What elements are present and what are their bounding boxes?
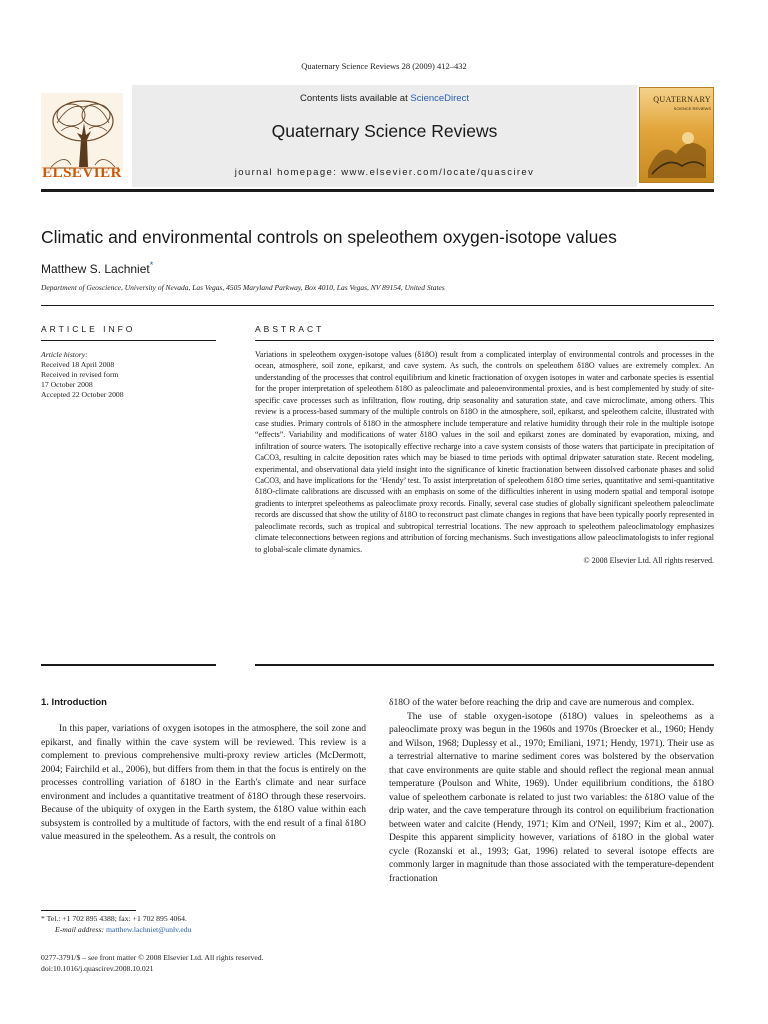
author-affiliation: Department of Geoscience, University of Nevada, Las Vegas, 4505 Maryland Parkway, Box 4010, Las Vegas, NV 89154, United States [41,283,445,292]
intro-left-column: In this paper, variations of oxygen isotopes in the atmosphere, the soil zone and epikarst, and finally within the cave system will be reviewed. This review is a complement to previous comprehensive multi-proxy review articles (McDermott, 2004; Fairchild et al., 2006), but differs from them in that the focus is entirely on the processes controlling variation of δ18O in the Earth's climate and near surface environment and includes a quantitative treatment of δ18O through these reservoirs. Because of the ubiquity of oxygen in the Earth system, the δ18O value within each subsystem is controlled by a multitude of factors, with the end result of a final δ18O value measured in the speleothem. As a result, the controls on [41,724,366,842]
issn-doi [41,952,401,974]
cover-subtitle: SCIENCE REVIEWS [673,106,711,111]
intro-right-paragraph-2: The use of stable oxygen-isotope (δ18O) values in speleothems as a paleoclimate proxy was begun in the 1960s and 1970s (Broecker et al., 1960; Hendy and Wilson, 1968; Duplessy et al., 1970; Emiliani, 1971; Hendy, 1971). Their use as a terrestrial alternative to marine sediment cores was bolstered by the observation that cave environments are quite stable and should reflect the regional mean annual temperature (Poulson and White, 1969). Under equilibrium conditions, the δ18O value of speleothem carbonate is related to just two variables: the δ18O value of the drip water, and the cave temperature through its control on equilibrium fractionation between water and calcite (Hendy, 1971; Kim and O'Neil, 1997; Kim et al., 2007). Despite this apparent simplicity however, variations of δ18O in the global water cycle (Rozanski et al., 1993; Gat, 1996) related to several isotope effects are commonly larger in magnitude than those associated with the temperature-dependent fractionation [389,711,714,884]
journal-homepage[interactable]: journal homepage: www.elsevier.com/locate/quascirev [234,167,535,178]
article-info-rule [41,340,216,341]
journal-banner [132,85,637,187]
intro-right-paragraph-1: δ18O of the water before reaching the drip and cave are numerous and complex. [389,698,695,708]
doi-line[interactable]: doi:10.1016/j.quascirev.2008.10.021 [41,964,154,973]
footnote-contact: * Tel.: +1 702 895 4388; fax: +1 702 895 4064. [41,914,187,923]
footnote-rule [41,910,136,911]
author-text: Matthew S. Lachniet [41,262,150,276]
footnote-email-line [41,925,366,936]
history-label: Article history: [41,350,88,359]
history-item: Received 18 April 2008 [41,360,115,369]
contents-prefix: Contents lists available at [300,93,411,104]
header-rule [41,189,714,192]
history-item: Received in revised form [41,370,119,379]
contents-line [132,93,637,104]
abstract-text: Variations in speleothem oxygen-isotope values (δ18O) result from a complicated interplay of environmental controls and processes in the ocean, atmosphere, soil zone, epikarst, and cave system. As such, the controls on speleothem δ18O values are extremely complex. An understanding of the processes that control equilibrium and kinetic fractionation of oxygen isotopes in water and carbonate species is essential for the proper interpretation of speleothem δ18O as paleoclimate and paleoenvironmental proxies, and is best complemented by study of site-specific cave processes such as infiltration, flow routing, drip seasonality and saturation state, and cave microclimate, among others. This review is a process-based summary of the multiple controls on δ18O in the atmosphere, soil, epikarst, and speleothem calcite, illustrated with case studies. Primary controls of δ18O in the atmosphere include temperature and relative humidity through their role in the multiple isotope “effects”. Variability and modifications of water δ18O values in the soil and epikarst zones are dominated by evaporation, mixing, and infiltration of source waters. The isotopically effective recharge into a cave system consists of those waters that participate in precipitation of CaCO3, resulting in calcite deposition rates which may be biased to time periods with optimal dripwater saturation state. Recent modeling, experimental, and observational data yield insight into the significance of kinetic fractionation between dissolved carbonate phases and solid CaCO3, and have implications for the ‘Hendy’ test. To assist interpretation of speleothem δ18O time series, quantitative and semi-quantitative δ18O-climate calibrations are discussed with an emphasis on some of the difficulties inherent in using modern spatial and temporal isotope gradients to interpret speleothems as paleoclimate proxy records. Finally, several case studies of globally significant speleothem paleoclimate records are discussed that show the utility of δ18O to reconstruct past climate changes in regions that have been typically poorly represented in paleoclimate records, such as tropical and subtropical terrestrial locations. The new approach to speleothem paleoclimatology emphasizes climate teleconnections between regions and attribution of forcing mechanisms. Such investigations allow paleoclimatologists to infer regional to global-scale climate dynamics. [255,350,714,554]
journal-cover-image [639,87,714,183]
article-info-bottom-rule [41,664,216,666]
section-heading-introduction: 1. Introduction [41,697,107,708]
journal-title: Quaternary Science Reviews [271,121,498,141]
article-title: Climatic and environmental controls on speleothem oxygen-isotope values [41,227,617,247]
email-label: E-mail address: [55,924,106,934]
affiliation-rule [41,305,714,306]
journal-citation: Quaternary Science Reviews 28 (2009) 412–432 [301,61,467,71]
author-footnote [41,914,366,935]
abstract-body [255,349,714,567]
journal-header [41,85,714,187]
article-history [41,350,216,400]
author-email-link[interactable]: matthew.lachniet@unlv.edu [105,924,192,934]
abstract-copyright: © 2008 Elsevier Ltd. All rights reserved. [583,556,714,566]
abstract-bottom-rule [255,664,714,666]
cover-art-icon [646,120,709,180]
abstract-rule [255,340,714,341]
history-item: 17 October 2008 [41,380,93,389]
elsevier-wordmark: ELSEVIER [42,165,122,181]
intro-right-column [389,697,714,886]
article-info-heading: ARTICLE INFO [41,324,136,334]
abstract-heading: ABSTRACT [255,324,325,334]
author-name [41,260,153,276]
sciencedirect-link[interactable]: ScienceDirect [410,93,469,104]
issn-line: 0277-3791/$ – see front matter © 2008 Elsevier Ltd. All rights reserved. [41,953,264,962]
history-item: Accepted 22 October 2008 [41,390,124,399]
author-footnote-mark[interactable]: * [149,260,154,270]
cover-title: QUATERNARY [653,95,711,104]
